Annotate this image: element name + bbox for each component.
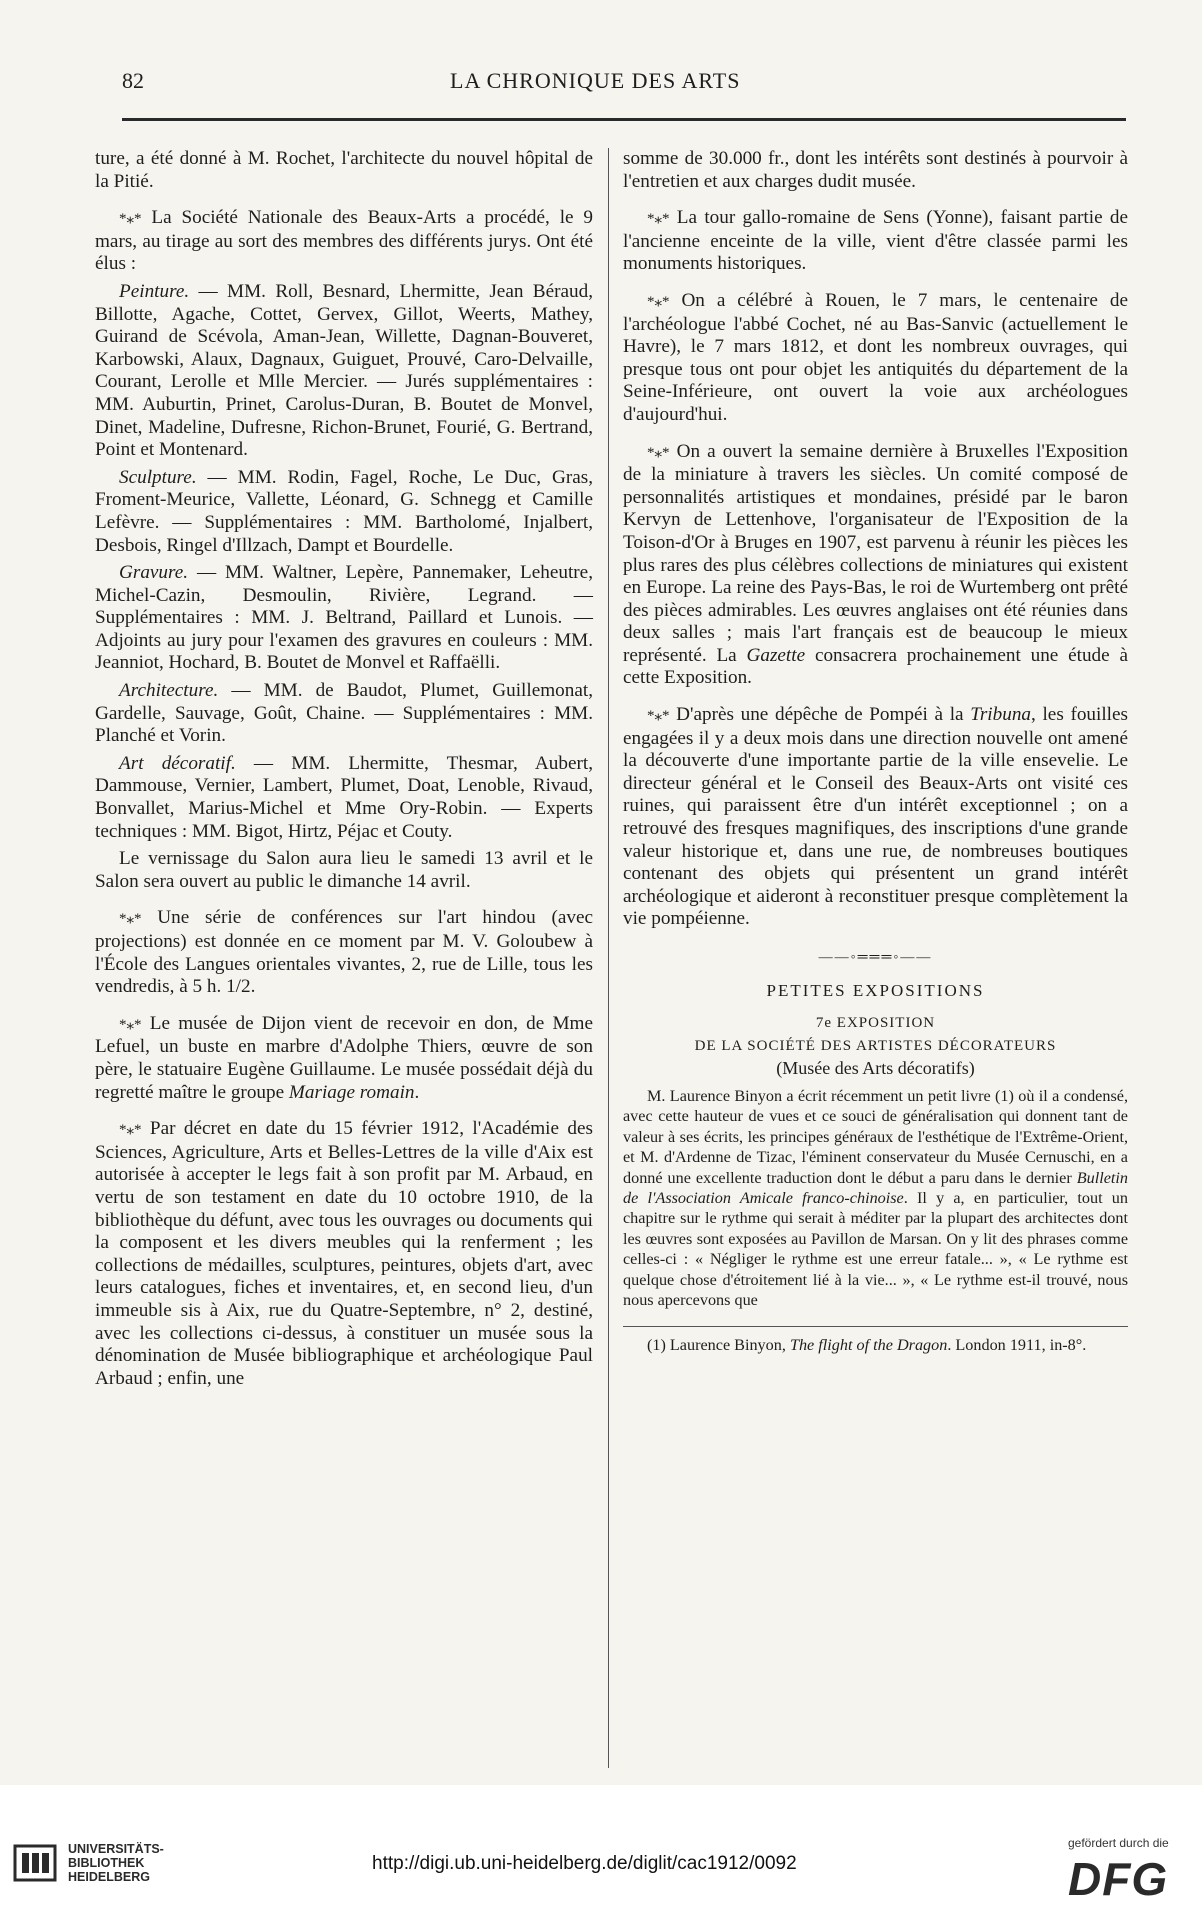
- jury-paragraph: Art décoratif. — MM. Lhermitte, Thesmar, Aubert, Dammouse, Vernier, Lambert, Plumet, Doat, Lenoble, Rivaud, Bonvallet, Marius-Michel et Mme Ory-Robin. — Experts techniques : MM. Bigot, Hirtz, Péjac et Couty.: [95, 752, 593, 842]
- jury-paragraph: Sculpture. — MM. Rodin, Fagel, Roche, Le Duc, Gras, Froment-Meurice, Vallette, Léonard, G. Schnegg et Camille Lefèvre. — Supplémentaires : MM. Bartholomé, Injalbert, Desbois, Ringel d'Illzach, Dampt et Bourdelle.: [95, 466, 593, 556]
- news-item: *⁎* D'après une dépêche de Pompéi à la Tribuna, les fouilles engagées il y a deux mois dans une direction nouvelle ont amené la découverte d'une importante partie de la ville ensevelie. Le directeur général et le Conseil des Beaux-Arts ont visité ces ruines, qui paraissent être d'un intérêt exceptionnel ; on a retrouvé des fresques magnifiques, des inscriptions d'une grande valeur historique et, dans une rue, de nombreuses boutiques contenant des objets qui présentent un grand intérêt archéologique et aideront à reconstituer presque complètement la vie pompéienne.: [623, 704, 1128, 930]
- review-paragraph: M. Laurence Binyon a écrit récemment un petit livre (1) où il a condensé, avec cette hauteur de vues et ce souci de généralisation qui donnent tant de valeur à ses écrits, les principes généraux de l'esthétique de l'Extrême-Orient, et M. d'Ardenne de Tizac, l'éminent conservateur du Musée Cernuschi, en a donné une excellente traduction dont le début a paru dans le dernier Bulletin de l'Association Amicale franco-chinoise. Il y a, en particulier, tout un chapitre sur le rythme qui serait à méditer par la plupart des architectes dont les œuvres sont exposées au Pavillon de Marsan. On y lit des phrases comme celles-ci : « Négliger le rythme est une erreur fatale... », « Le rythme est quelque chose d'étroitement lié à la vie... », « Le rythme est-il trouvé, nous nous apercevons que: [623, 1086, 1128, 1310]
- asterism-icon: *⁎*: [119, 1122, 142, 1139]
- running-title: LA CHRONIQUE DES ARTS: [450, 68, 741, 93]
- dfg-logo: DFG: [1068, 1853, 1169, 1905]
- column-rule: [608, 148, 609, 1768]
- asterism-icon: *⁎*: [647, 708, 670, 725]
- ornament-divider: ——◦═══◦——: [818, 950, 933, 965]
- university-library-logo-icon: [10, 1838, 60, 1888]
- section-subtitle: (Musée des Arts décoratifs): [776, 1058, 975, 1079]
- news-item: *⁎* La Société Nationale des Beaux-Arts a procédé, le 9 mars, au tirage au sort des membres des différents jurys. Ont été élus :: [95, 207, 593, 275]
- section-subtitle: 7e EXPOSITION: [815, 1015, 936, 1032]
- news-item: *⁎* On a célébré à Rouen, le 7 mars, le centenaire de l'archéologue l'abbé Cochet, né au Bas-Sanvic (actuellement le Havre), le 7 mars 1812, et dont les nombreux ouvrages, qui presque tous ont pour objet les antiquités du département de la Seine-Inférieure, ont ouvert la voie aux archéologues d'aujourd'hui.: [623, 289, 1128, 425]
- header-rule: [122, 118, 1126, 121]
- section-subtitle: DE LA SOCIÉTÉ DES ARTISTES DÉCORATEURS: [694, 1037, 1057, 1054]
- news-item: *⁎* Par décret en date du 15 février 1912, l'Académie des Sciences, Agriculture, Arts et Belles-Lettres de la ville d'Aix est autorisée à accepter le legs fait à son profit par M. Arbaud, en vertu de son testament en date du 10 octobre 1910, de la bibliothèque du défunt, avec tous les ouvrages ou documents qui la composent et les divers meubles qui la renferment ; les collections de médailles, sculptures, peintures, objets d'art, avec leurs catalogues, fiches et inventaires, et, en second lieu, d'un immeuble sis à Aix, rue du Quatre-Septembre, n° 2, destiné, avec les collections ci-dessus, à constituer un musée sous la dénomination de Musée bibliographique et archéologique Paul Arbaud ; enfin, une: [95, 1118, 593, 1389]
- jury-paragraph: Architecture. — MM. de Baudot, Plumet, Guillemonat, Gardelle, Sauvage, Goût, Chaine. — Supplémentaires : MM. Planché et Vorin.: [95, 680, 593, 747]
- asterism-icon: *⁎*: [119, 1016, 142, 1033]
- news-item: *⁎* Une série de conférences sur l'art hindou (avec projections) est donnée en ce moment par M. V. Goloubew à l'École des Langues orientales vivantes, 2, rue de Lille, tous les vendredis, à 5 h. 1/2.: [95, 907, 593, 998]
- news-item: *⁎* Le musée de Dijon vient de recevoir en don, de Mme Lefuel, un buste en marbre d'Adolphe Thiers, œuvre de son père, le statuaire Eugène Guillaume. Le musée possédait déjà du regretté maître le groupe Mariage romain.: [95, 1012, 593, 1103]
- jury-paragraph: Peinture. — MM. Roll, Besnard, Lhermitte, Jean Béraud, Billotte, Agache, Cottet, Gervex, Gillot, Weerts, Mathey, Guirand de Scévola, Aman-Jean, Willette, Dagnan-Bouveret, Karbowski, Alaux, Dagnaux, Guiguet, Prouvé, Caro-Delvaille, Courant, Lerolle et Mlle Mercier. — Jurés supplémentaires : MM. Auburtin, Prinet, Carolus-Duran, B. Boutet de Monvel, Dinet, Madeline, Dufresne, Richon-Brunet, Fourié, G. Bertrand, Point et Montenard.: [95, 280, 593, 461]
- left-column: [95, 148, 593, 1395]
- right-column: [623, 148, 1128, 1361]
- news-item: *⁎* La tour gallo-romaine de Sens (Yonne), faisant partie de l'ancienne enceinte de la ville, vient d'être classée parmi les monuments historiques.: [623, 207, 1128, 275]
- page-number: 82: [122, 68, 144, 93]
- footnote: (1) Laurence Binyon, The flight of the Dragon. London 1911, in-8°.: [647, 1336, 1087, 1355]
- permalink-url[interactable]: http://digi.ub.uni-heidelberg.de/diglit/cac1912/0092: [372, 1853, 797, 1874]
- asterism-icon: *⁎*: [119, 911, 142, 928]
- paragraph: somme de 30.000 fr., dont les intérêts sont destinés à pourvoir à l'entretien et aux charges dudit musée.: [623, 148, 1128, 192]
- asterism-icon: *⁎*: [119, 211, 142, 228]
- asterism-icon: *⁎*: [647, 293, 670, 310]
- funding-note: gefördert durch die: [1068, 1836, 1169, 1850]
- university-library-name: UNIVERSITÄTS- BIBLIOTHEK HEIDELBERG: [68, 1842, 164, 1884]
- paragraph: Le vernissage du Salon aura lieu le samedi 13 avril et le Salon sera ouvert au public le dimanche 14 avril.: [95, 848, 593, 892]
- asterism-icon: *⁎*: [647, 444, 670, 461]
- news-item: *⁎* On a ouvert la semaine dernière à Bruxelles l'Exposition de la miniature à travers les siècles. Un comité composé de personnalités artistiques et mondaines, présidé par le baron Kervyn de Lettenhove, l'organisateur de l'Exposition de la Toison-d'Or à Bruges en 1907, est parvenu à réunir les pièces les plus rares des plus célèbres collections de miniatures qui existent en Europe. La reine des Pays-Bas, le roi de Wurtemberg ont prêté des pièces admirables. Les œuvres anglaises ont été réunies dans deux salles ; mais l'art français est de beaucoup le mieux représenté. La Gazette consacrera prochainement une étude à cette Exposition.: [623, 440, 1128, 689]
- section-title: PETITES EXPOSITIONS: [766, 980, 985, 1000]
- asterism-icon: *⁎*: [647, 211, 670, 228]
- paragraph: ture, a été donné à M. Rochet, l'architecte du nouvel hôpital de la Pitié.: [95, 148, 593, 192]
- jury-paragraph: Gravure. — MM. Waltner, Lepère, Pannemaker, Leheutre, Michel-Cazin, Desmoulin, Rivière, Legrand. — Supplémentaires : MM. J. Beltrand, Paillard et Lunois. — Adjoints au jury pour l'examen des gravures en couleurs : MM. Jeanniot, Hochard, B. Boutet de Monvel et Raffaëlli.: [95, 562, 593, 674]
- footnote-rule: [623, 1326, 1128, 1327]
